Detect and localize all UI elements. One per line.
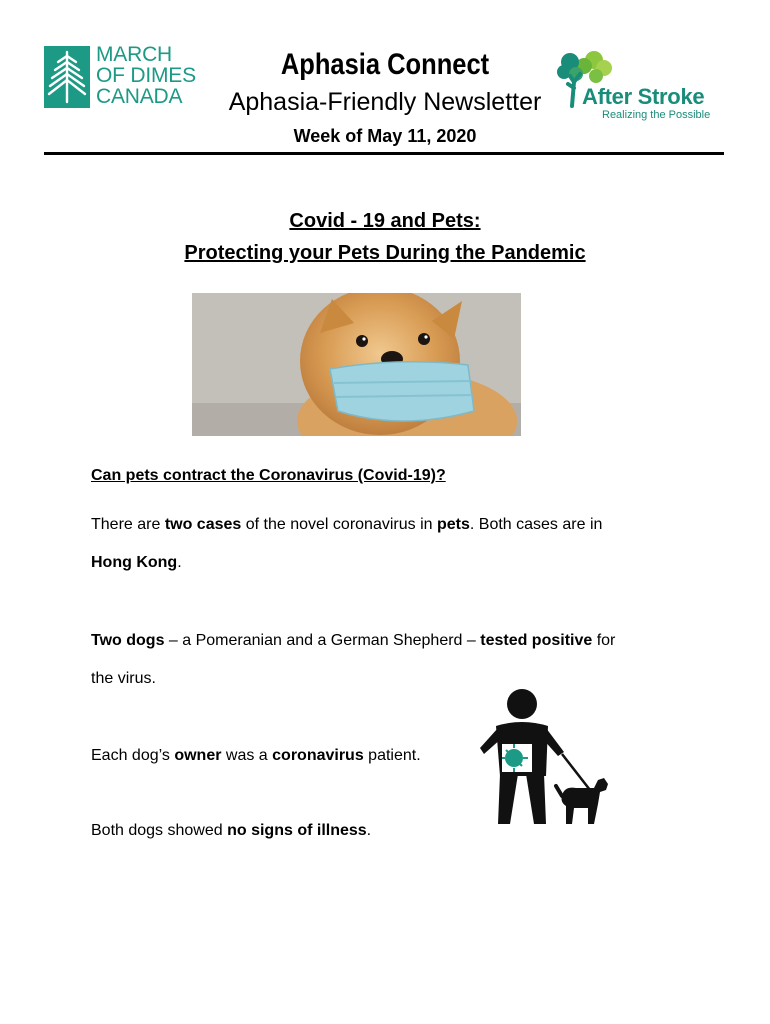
newsletter-title: Aphasia Connect	[280, 48, 490, 81]
text-span: . Both cases are in	[469, 516, 603, 533]
after-stroke-wordmark: After Stroke	[582, 84, 705, 109]
bold-span: tested positive	[480, 632, 593, 649]
article-headline-line-2: Protecting your Pets During the Pandemic	[184, 242, 586, 264]
newsletter-week: Week of May 11, 2020	[293, 126, 477, 146]
dog-with-mask-photo	[192, 293, 521, 436]
bold-span: two cases	[164, 516, 242, 533]
text-span: Both dogs showed	[91, 822, 228, 839]
person-walking-dog-icon	[472, 686, 614, 828]
bold-span: Two dogs	[91, 632, 165, 649]
bold-span: coronavirus	[272, 747, 364, 764]
logo-line-3: CANADA	[96, 85, 183, 108]
bold-span: pets	[436, 516, 470, 533]
text-span: patient.	[363, 747, 421, 764]
text-span: was a	[221, 747, 273, 764]
text-span: Each dog’s	[91, 747, 175, 764]
logo-line-2: OF DIMES	[96, 64, 196, 87]
article-headline-line-1: Covid - 19 and Pets:	[289, 210, 481, 232]
text-span: .	[366, 822, 372, 839]
text-span: .	[177, 554, 182, 571]
header-divider	[44, 152, 724, 155]
text-span: the virus.	[91, 670, 156, 687]
after-stroke-tagline: Realizing the Possible	[602, 109, 711, 121]
text-span: for	[592, 632, 616, 649]
section-question: Can pets contract the Coronavirus (Covid-19)?	[91, 467, 446, 484]
newsletter-subtitle: Aphasia-Friendly Newsletter	[228, 88, 542, 116]
text-span: of the novel coronavirus in	[241, 516, 437, 533]
bold-span: Hong Kong	[91, 554, 178, 571]
after-stroke-logo	[556, 48, 726, 124]
logo-line-1: MARCH	[96, 43, 172, 66]
paragraph-cases	[91, 506, 701, 582]
text-span: – a Pomeranian and a German Shepherd –	[164, 632, 481, 649]
bold-span: no signs of illness	[227, 822, 367, 839]
text-span: There are	[91, 516, 165, 533]
bold-span: owner	[174, 747, 222, 764]
